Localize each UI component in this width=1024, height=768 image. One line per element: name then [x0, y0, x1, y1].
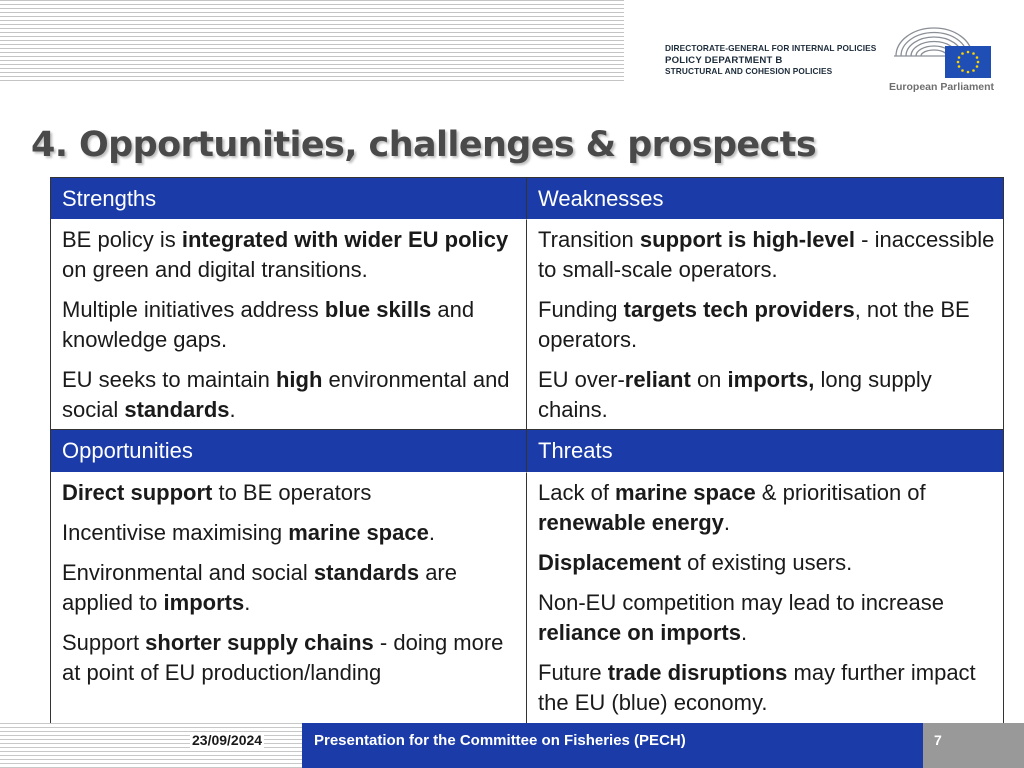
- dept-line-2: POLICY DEPARTMENT B: [665, 54, 783, 66]
- presentation-title: Presentation for the Committee on Fisheries (PECH): [314, 732, 686, 749]
- threat-item: Displacement of existing users.: [538, 550, 853, 575]
- footer-bar: [0, 723, 1024, 768]
- department-block: [665, 44, 876, 75]
- weakness-item: Transition support is high-level - inaccessible to small-scale operators.: [538, 227, 995, 282]
- threats-header: Threats: [527, 430, 1003, 473]
- strength-item: BE policy is integrated with wider EU policy on green and digital transitions.: [62, 227, 509, 282]
- weaknesses-cell: [527, 220, 1003, 430]
- institution-name: European Parliament: [889, 81, 995, 93]
- slide-title: 4. Opportunities, challenges & prospects: [31, 125, 817, 165]
- opportunity-item: Direct support to BE operators: [62, 480, 372, 505]
- threats-cell: [527, 473, 1003, 728]
- footer-page-panel: [923, 723, 1024, 768]
- opportunity-item: Incentivise maximising marine space.: [62, 520, 435, 545]
- opportunities-cell: [51, 473, 527, 728]
- threat-item: Lack of marine space & prioritisation of renewable energy.: [538, 480, 926, 535]
- footer-date: 23/09/2024: [192, 732, 263, 748]
- opportunities-header: Opportunities: [51, 430, 527, 473]
- strengths-header: Strengths: [51, 178, 527, 220]
- weakness-item: Funding targets tech providers, not the BE operators.: [538, 297, 970, 352]
- footer-stripes: [0, 723, 302, 768]
- swot-table: [50, 177, 1004, 725]
- page-number: 7: [934, 732, 942, 748]
- strength-item: Multiple initiatives address blue skills and knowledge gaps.: [62, 297, 475, 352]
- threat-item: Non-EU competition may lead to increase reliance on imports.: [538, 590, 944, 645]
- opportunity-item: Support shorter supply chains - doing more at point of EU production/landing: [62, 630, 504, 685]
- dept-line-1: DIRECTORATE-GENERAL FOR INTERNAL POLICIES: [665, 43, 877, 53]
- strengths-cell: [51, 220, 527, 430]
- strength-item: EU seeks to maintain high environmental and social standards.: [62, 367, 510, 422]
- threat-item: Future trade disruptions may further impact the EU (blue) economy.: [538, 660, 976, 715]
- dept-line-3: STRUCTURAL AND COHESION POLICIES: [665, 65, 833, 76]
- footer-title-panel: [302, 723, 923, 768]
- weakness-item: EU over-reliant on imports, long supply chains.: [538, 367, 932, 422]
- opportunity-item: Environmental and social standards are applied to imports.: [62, 560, 457, 615]
- header-stripes: [0, 0, 624, 84]
- weaknesses-header: Weaknesses: [527, 178, 1003, 220]
